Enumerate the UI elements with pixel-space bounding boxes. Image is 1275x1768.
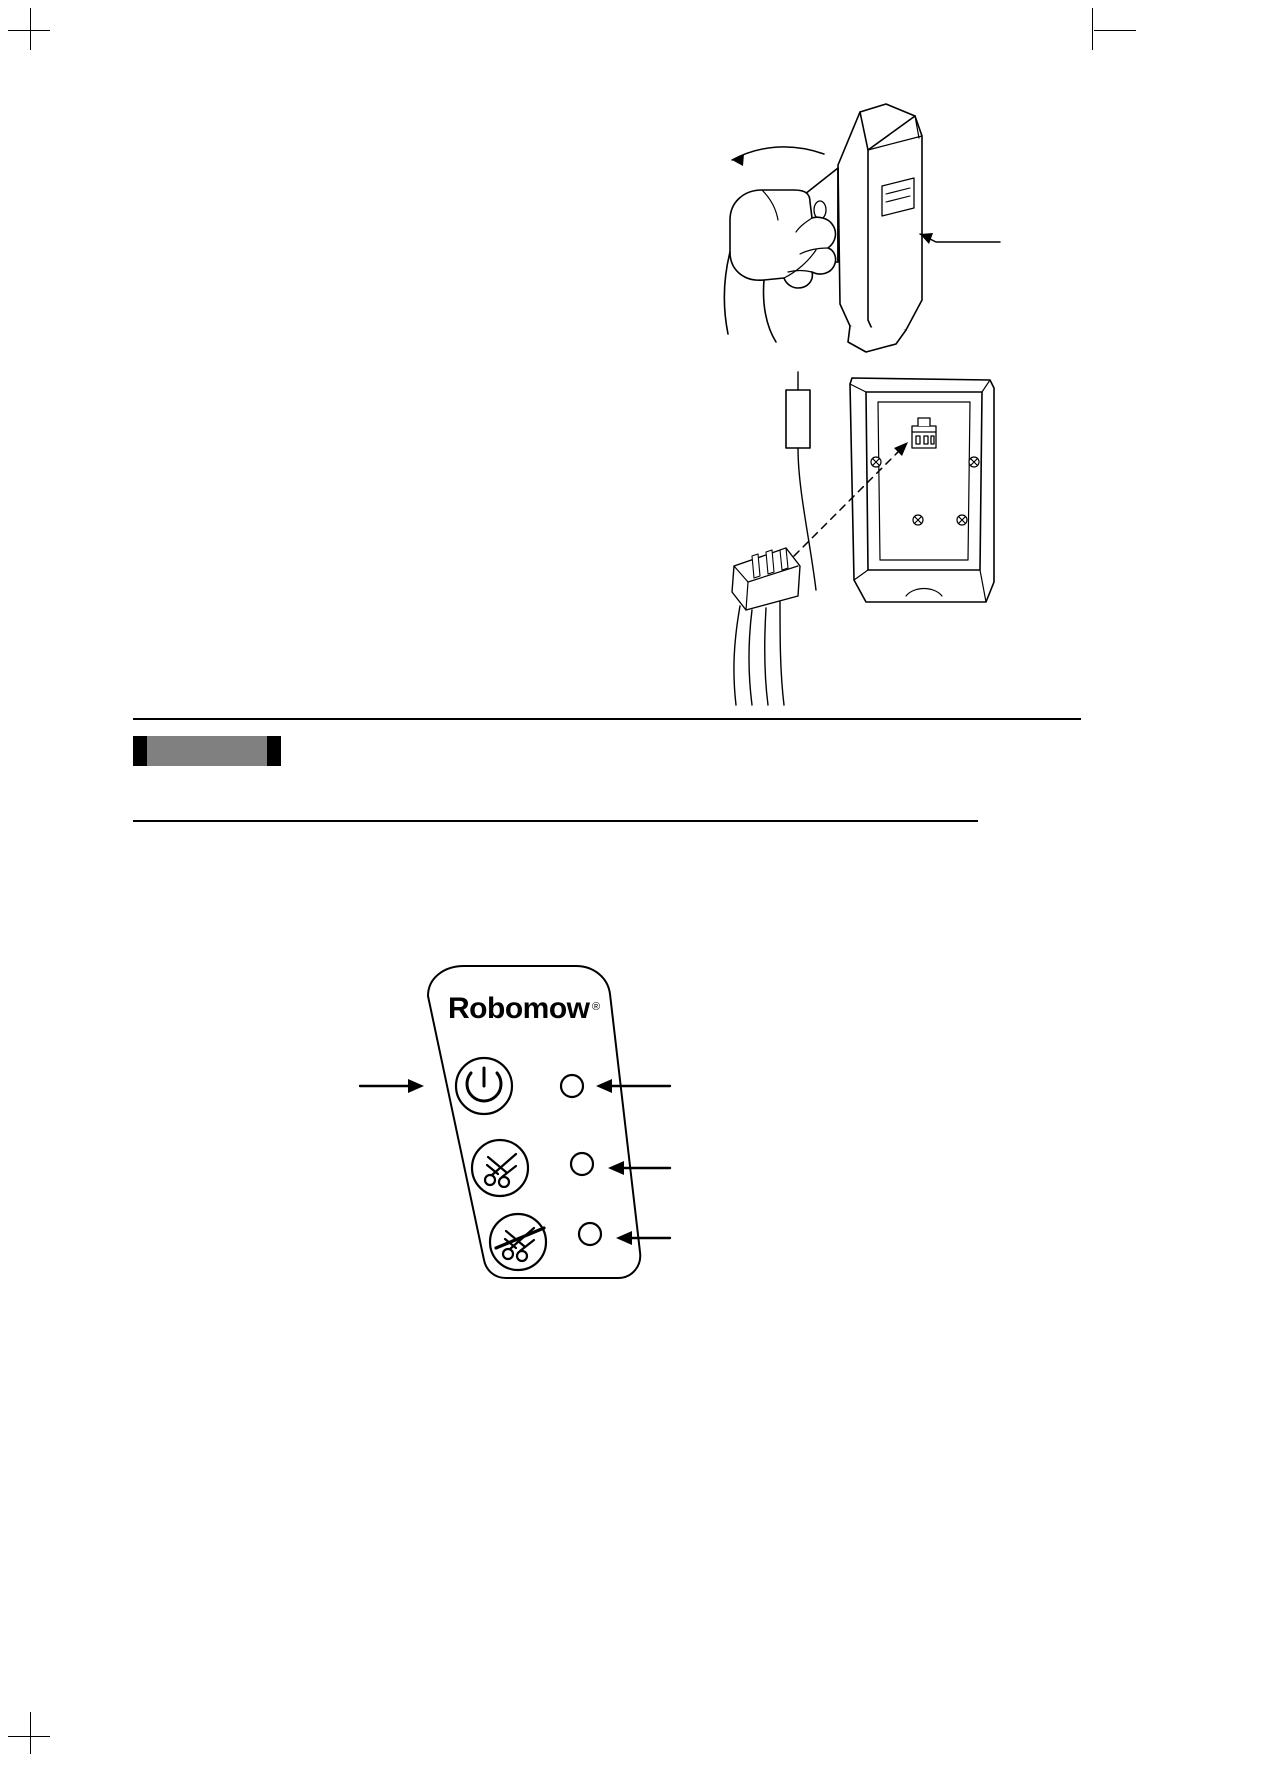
crop-mark-bottom-left-horizontal	[8, 1736, 50, 1737]
mow-off-button-graphic	[490, 1214, 546, 1270]
led-top-graphic	[561, 1075, 583, 1097]
crop-mark-bottom-left-vertical	[30, 1712, 31, 1754]
led-bottom-graphic	[579, 1223, 601, 1245]
crop-mark-top-right-horizontal	[1094, 30, 1136, 31]
notice-bar-right-cap	[267, 736, 281, 766]
notice-bar	[133, 736, 281, 766]
robomow-control-panel-illustration	[340, 960, 740, 1300]
arrow-to-power-button	[360, 1079, 424, 1093]
crop-mark-top-left-horizontal	[8, 30, 50, 31]
notice-bar-body	[147, 736, 267, 766]
hand-holding-power-supply-illustration	[700, 90, 1030, 370]
base-station-connector-illustration	[690, 370, 1020, 715]
notice-top-rule	[133, 718, 1081, 720]
power-button-graphic	[456, 1058, 512, 1114]
notice-bar-left-cap	[133, 736, 147, 766]
notice-bottom-rule	[133, 820, 978, 822]
crop-mark-top-right-vertical	[1092, 8, 1093, 50]
brand-wordmark: Robomow	[448, 992, 590, 1025]
led-middle-graphic	[571, 1153, 593, 1175]
mow-button-graphic	[472, 1140, 528, 1196]
crop-mark-top-left-vertical	[30, 8, 31, 50]
brand-registered-mark: ®	[592, 1001, 601, 1013]
